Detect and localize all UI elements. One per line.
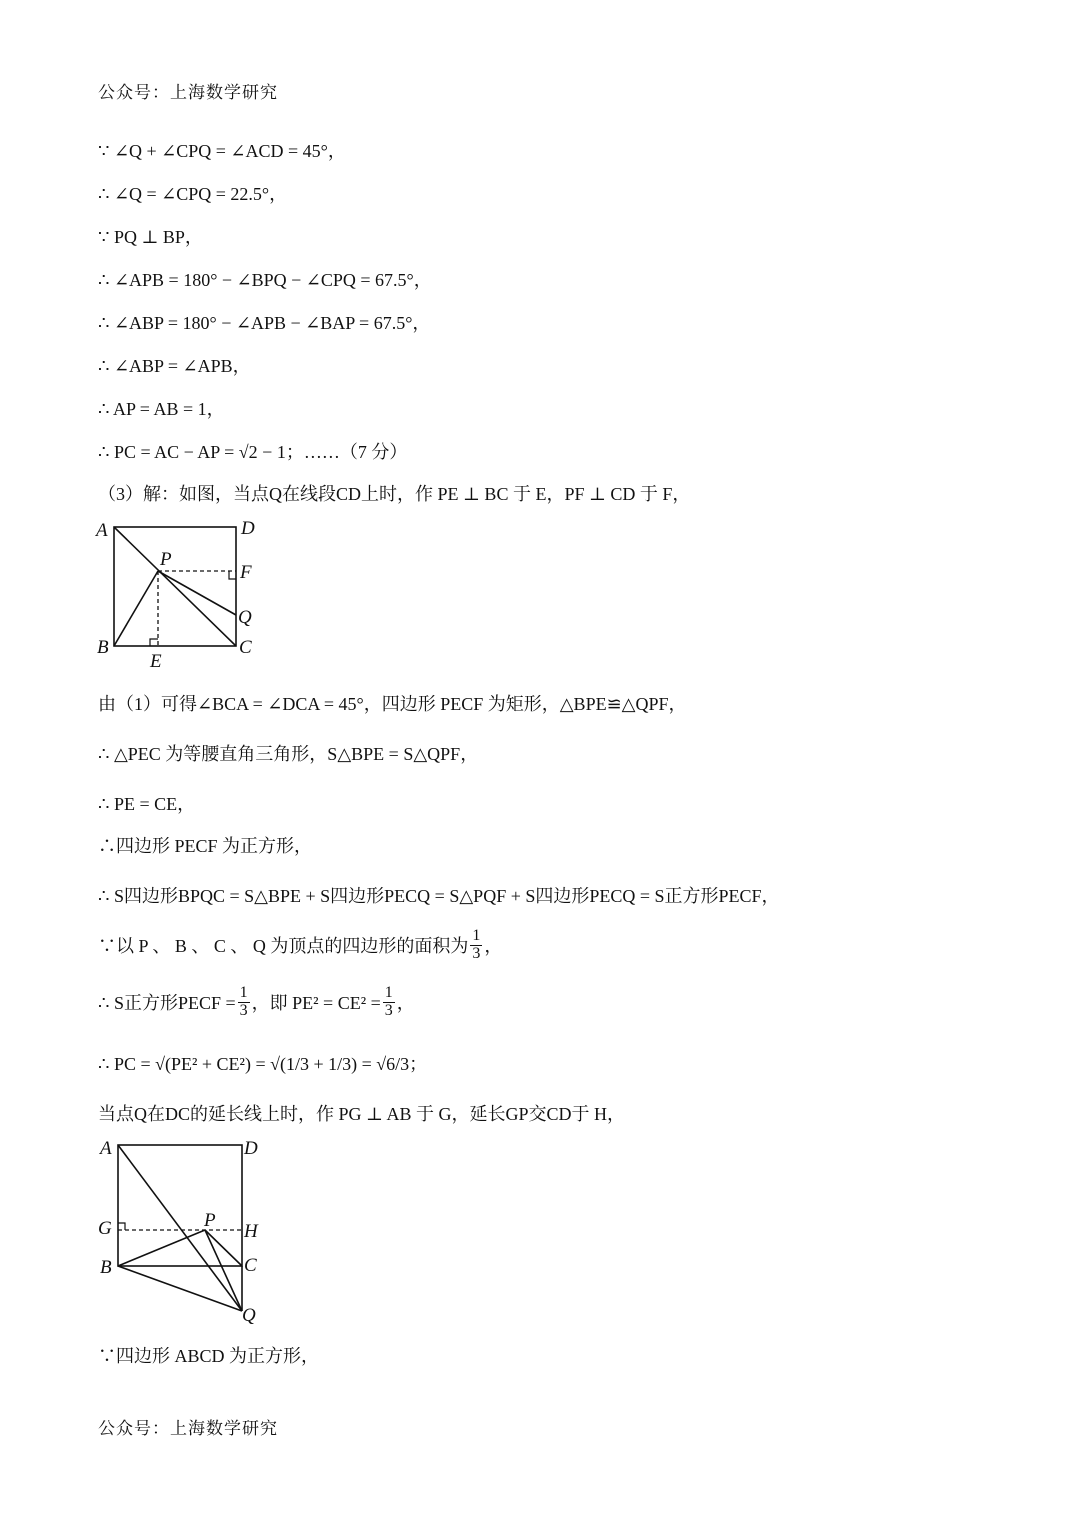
label-E: E [150, 651, 162, 672]
proof-line-6: ∴ ∠ABP = ∠APB， [98, 356, 251, 376]
square-fraction-1 [238, 985, 250, 1020]
proof-line-9: 由（1）可得∠BCA = ∠DCA = 45°，四边形 PECF 为矩形，△BPE≌△QPF， [98, 694, 687, 714]
proof-line-5: ∴ ∠ABP = 180° − ∠APB − ∠BAP = 67.5°， [98, 313, 431, 333]
label-P: P [160, 549, 172, 570]
label-D: D [244, 1138, 258, 1159]
part3-intro: （3）解：如图，当点Q在线段CD上时，作 PE ⊥ BC 于 E，PF ⊥ CD 于 F， [98, 484, 691, 504]
label-C: C [244, 1255, 257, 1276]
label-A: A [96, 520, 108, 541]
square-fraction-1-numerator: 1 [239, 984, 248, 1001]
proof-line-final: ∵四边形 ABCD 为正方形， [98, 1346, 320, 1366]
figure-square-pecf [92, 515, 282, 675]
proof-line-case2: 当点Q在DC的延长线上时，作 PG ⊥ AB 于 G，延长GP交CD于 H， [98, 1104, 625, 1124]
label-A: A [100, 1138, 112, 1159]
proof-line-8: ∴ PC = AC − AP = √2 − 1；……（7 分） [98, 442, 408, 462]
square-fraction-2-denominator: 3 [384, 1001, 393, 1019]
label-B: B [97, 637, 109, 658]
square-fraction-2-numerator: 1 [384, 984, 393, 1001]
proof-line-7: ∴ AP = AB = 1， [98, 399, 225, 419]
area-fraction [470, 928, 482, 963]
label-B: B [100, 1257, 112, 1278]
proof-line-11: ∴ PE = CE， [98, 794, 196, 814]
square-line-suffix: ， [396, 993, 415, 1014]
square-fraction-2 [383, 985, 395, 1020]
figure-extension-case [92, 1130, 292, 1330]
square-line-prefix: ∴ S正方形PECF = [98, 993, 236, 1014]
label-Q: Q [242, 1305, 256, 1326]
label-P: P [204, 1210, 216, 1231]
page-footer: 公众号：上海数学研究 [98, 1419, 278, 1438]
page-header: 公众号：上海数学研究 [98, 83, 278, 102]
square-area-line [98, 985, 415, 1020]
proof-line-2: ∴ ∠Q = ∠CPQ = 22.5°， [98, 184, 288, 204]
area-fraction-denominator: 3 [472, 944, 481, 962]
label-C: C [239, 637, 252, 658]
area-fraction-numerator: 1 [472, 927, 481, 944]
proof-line-10: ∴ △PEC 为等腰直角三角形，S△BPE = S△QPF， [98, 744, 479, 764]
proof-line-13: ∴ S四边形BPQC = S△BPE + S四边形PECQ = S△PQF + S四边形PECQ = S正方形PECF， [98, 886, 780, 906]
proof-line-pc: ∴ PC = √(PE² + CE²) = √(1/3 + 1/3) = √6/3； [98, 1054, 428, 1074]
proof-line-4: ∴ ∠APB = 180° − ∠BPQ − ∠CPQ = 67.5°， [98, 270, 432, 290]
square-fraction-1-denominator: 3 [239, 1001, 248, 1019]
label-H: H [244, 1221, 258, 1242]
label-F: F [240, 562, 252, 583]
area-line-prefix: ∵以 P 、 B 、 C 、 Q 为顶点的四边形的面积为 [98, 936, 469, 957]
area-line-suffix: ， [484, 936, 503, 957]
label-D: D [241, 518, 255, 539]
proof-line-1: ∵ ∠Q + ∠CPQ = ∠ACD = 45°， [98, 141, 346, 161]
proof-line-12: ∴四边形 PECF 为正方形， [98, 836, 313, 856]
area-line [98, 928, 502, 963]
label-G: G [98, 1218, 112, 1239]
proof-line-3: ∵ PQ ⊥ BP， [98, 227, 203, 247]
square-line-mid: ，即 PE² = CE² = [251, 993, 381, 1014]
label-Q: Q [238, 607, 252, 628]
